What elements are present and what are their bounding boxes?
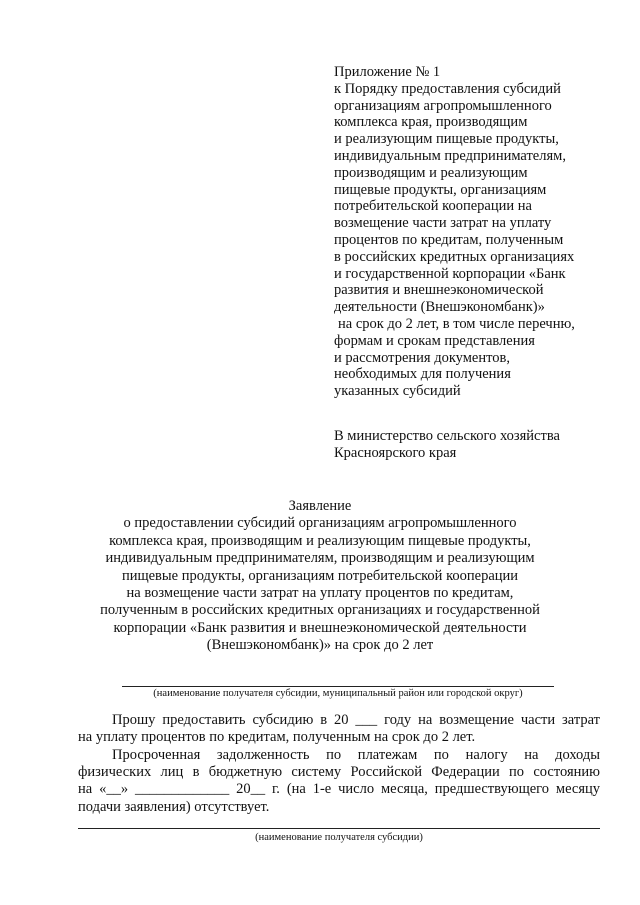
appendix-line: и рассмотрения документов, bbox=[334, 349, 510, 366]
appendix-line: необходимых для получения bbox=[334, 366, 511, 383]
appendix-line: потребительской кооперации на bbox=[334, 198, 532, 215]
statement-line: индивидуальным предпринимателям, производящим и реализующим bbox=[105, 550, 535, 567]
appendix-line: и реализующим пищевые продукты, bbox=[334, 131, 559, 148]
appendix-line: комплекса края, производящим bbox=[334, 114, 528, 131]
subsidy-recipient-caption: (наименование получателя субсидии) bbox=[255, 832, 423, 843]
request-line: на уплату процентов по кредитам, полученным на срок до 2 лет. bbox=[78, 729, 476, 746]
appendix-line: организациям агропромышленного bbox=[334, 97, 552, 114]
appendix-line: процентов по кредитам, полученным bbox=[334, 231, 564, 248]
statement-title: Заявление bbox=[288, 498, 352, 514]
appendix-line: и государственной корпорации «Банк bbox=[334, 265, 566, 282]
debt-line: Просроченная задолженность по платежам по налогу на доходы bbox=[112, 747, 600, 763]
debt-line: на «__» _____________ 20__ г. (на 1-е число месяца, предшествующего месяцу bbox=[78, 781, 600, 798]
addressee-line: В министерство сельского хозяйства bbox=[334, 428, 560, 444]
statement-line: корпорации «Банк развития и внешнеэкономической деятельности bbox=[113, 619, 527, 636]
subsidy-recipient-fill-line[interactable] bbox=[78, 828, 600, 829]
statement-block bbox=[60, 498, 580, 655]
statement-line: (Внешэкономбанк)» на срок до 2 лет bbox=[206, 637, 434, 654]
request-line: Прошу предоставить субсидию в 20 ___ году на возмещение части затрат bbox=[112, 712, 600, 728]
addressee-line: Красноярского края bbox=[334, 445, 457, 461]
statement-line: полученным в российских кредитных организациях и государственной bbox=[100, 602, 540, 619]
request-paragraph bbox=[78, 712, 600, 746]
appendix-line: к Порядку предоставления субсидий bbox=[334, 80, 561, 97]
appendix-line: в российских кредитных организациях bbox=[334, 248, 575, 265]
appendix-line: развития и внешнеэкономической bbox=[334, 282, 544, 299]
appendix-line: индивидуальным предпринимателям, bbox=[334, 147, 566, 164]
appendix-line: производящим и реализующим bbox=[334, 164, 528, 181]
debt-line: подачи заявления) отсутствует. bbox=[78, 798, 270, 815]
recipient-fill-line[interactable] bbox=[122, 686, 554, 687]
appendix-line: пищевые продукты, организациям bbox=[334, 181, 547, 198]
statement-line: о предоставлении субсидий организациям агропромышленного bbox=[123, 515, 517, 532]
appendix-line: указанных субсидий bbox=[334, 383, 461, 400]
addressee-block bbox=[334, 428, 624, 462]
appendix-line: возмещение части затрат на уплату bbox=[334, 215, 552, 232]
appendix-block bbox=[334, 64, 624, 400]
appendix-line: формам и срокам представления bbox=[334, 332, 535, 349]
appendix-number: Приложение № 1 bbox=[334, 64, 441, 80]
statement-line: комплекса края, производящим и реализующим пищевые продукты, bbox=[109, 532, 531, 549]
recipient-caption: (наименование получателя субсидии, муниципальный район или городской округ) bbox=[153, 688, 523, 699]
debt-line: физических лиц в бюджетную систему Российской Федерации по состоянию bbox=[78, 764, 600, 781]
appendix-line: деятельности (Внешэкономбанк)» bbox=[334, 299, 545, 316]
appendix-line: на срок до 2 лет, в том числе перечню, bbox=[338, 315, 575, 332]
statement-line: на возмещение части затрат на уплату процентов по кредитам, bbox=[126, 585, 514, 602]
debt-paragraph bbox=[78, 747, 600, 816]
statement-line: пищевые продукты, организациям потребительской кооперации bbox=[121, 567, 519, 584]
